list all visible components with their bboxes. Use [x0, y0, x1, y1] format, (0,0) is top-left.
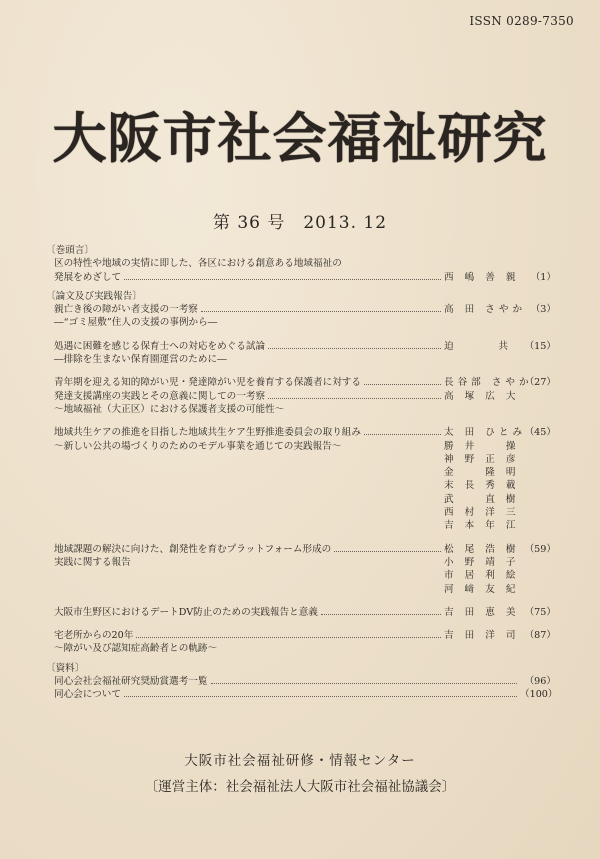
toc-entry: [46, 390, 556, 403]
article-title: 親亡き後の障がい者支援の一考察: [54, 304, 198, 316]
toc-line: [46, 257, 556, 270]
article-title: 実践に関する報告: [54, 556, 131, 568]
article-author: 金 隆 明: [444, 467, 520, 479]
author-line: [46, 453, 556, 466]
page-number: （27）: [524, 377, 556, 389]
article-subtitle: [46, 403, 556, 416]
toc-entry: [46, 340, 556, 353]
section-heading: 〔資料〕: [46, 662, 85, 674]
toc-entry: [46, 606, 556, 619]
article-author: 太 田 ひとみ: [444, 427, 527, 439]
page-number: （59）: [524, 543, 556, 555]
page-number: （1）: [530, 271, 556, 283]
article-author: 吉 本 年 江: [444, 520, 520, 532]
leader-dots: [124, 688, 517, 697]
leader-dots: [334, 543, 441, 552]
section-heading: 〔論文及び実践報告〕: [46, 290, 142, 302]
leader-dots: [124, 271, 441, 280]
toc-entry: [46, 688, 556, 701]
subtitle-text: ―“ゴミ屋敷”住人の支援の事例から―: [54, 317, 218, 329]
article-subtitle: [46, 353, 556, 366]
leader-dots: [321, 606, 441, 615]
toc-section-foreword: [46, 244, 556, 284]
article-author: 高 塚 広 大: [444, 390, 520, 402]
toc-entry: [46, 426, 556, 439]
author-line: [46, 479, 556, 492]
article-title: 大阪市生野区におけるデートDV防止のための実践報告と意義: [54, 606, 318, 618]
article-title: 発展をめざして: [54, 271, 122, 283]
page-number: （87）: [524, 630, 556, 642]
author-line: [46, 506, 556, 519]
article-title: 発達支援講座の実践とその意義に関しての一考察: [54, 390, 266, 402]
toc-section-papers: [46, 290, 556, 656]
author-line: [46, 583, 556, 596]
article-author: 末 長 秀 載: [444, 480, 520, 492]
leader-dots: [268, 390, 441, 399]
subtitle-text: ～障がい及び認知症高齢者との軌跡～: [54, 643, 218, 655]
page-number: （45）: [524, 427, 556, 439]
author-line: [46, 569, 556, 582]
journal-title: 大阪市社会福祉研究: [52, 107, 548, 170]
leader-dots: [211, 675, 518, 684]
article-author: 河 﨑 友 紀: [444, 583, 520, 595]
article-subtitle: [46, 642, 556, 655]
publisher-name: 大阪市社会福祉研修・情報センター: [184, 753, 416, 769]
article-author: 西 嶋 善 親: [444, 271, 520, 283]
toc-entry: [46, 556, 556, 569]
article-author: 小 野 靖 子: [444, 556, 520, 568]
toc-entry: [46, 303, 556, 316]
subtitle-text: ～新しい公共の場づくりのためのモデル事業を通じての実践報告～: [54, 440, 342, 452]
article-author: 市 居 利 絵: [444, 570, 520, 582]
article-subtitle: [46, 316, 556, 329]
issn-number: ISSN 0289-7350: [469, 14, 574, 28]
article-title: 地域共生ケアの推進を目指した地域共生ケア生野推進委員会の取り組み: [54, 427, 361, 439]
article-title: 地域課題の解決に向けた、創発性を育むプラットフォーム形成の: [54, 543, 332, 555]
page-number: （3）: [530, 304, 556, 316]
issue-number: 第 36 号 2013. 12: [212, 213, 388, 233]
page-number: （15）: [524, 340, 556, 352]
article-title: 同心会社会福祉研究奨励賞選考一覧: [54, 676, 208, 688]
article-author: 迫 共: [444, 340, 512, 352]
article-author: 神 野 正 彦: [444, 453, 520, 465]
leader-dots: [268, 340, 441, 349]
toc-entry: [46, 440, 556, 453]
publisher-operator: 〔運営主体：社会福祉法人大阪市社会福祉協議会〕: [144, 779, 456, 795]
leader-dots: [136, 629, 441, 638]
article-author: 西 村 洋 三: [444, 507, 520, 519]
leader-dots: [364, 376, 441, 385]
author-line: [46, 493, 556, 506]
article-title: 青年期を迎える知的障がい児・発達障がい児を養育する保護者に対する: [54, 377, 361, 389]
article-title: 処遇に困難を感じる保育士への対応をめぐる試論: [54, 340, 266, 352]
article-author: 武 直 樹: [444, 493, 520, 505]
toc-section-materials: [46, 662, 556, 702]
subtitle-text: ―排除を生まない保育園運営のために―: [54, 354, 227, 366]
page-number: （100）: [520, 689, 558, 701]
subtitle-text: ～地域福祉（大正区）における保護者支援の可能性～: [54, 403, 285, 415]
toc-entry: [46, 629, 556, 642]
article-title: 区の特性や地域の実情に即した、各区における創意ある地域福祉の: [54, 258, 342, 270]
leader-dots: [364, 426, 441, 435]
article-author: 松 尾 浩 樹: [444, 543, 520, 555]
author-line: [46, 519, 556, 532]
toc-entry: [46, 543, 556, 556]
article-author: 吉 田 洋 司: [444, 630, 520, 642]
article-author: 勝 井 操: [444, 440, 520, 452]
article-title: 同心会について: [54, 689, 121, 701]
article-author: 高 田 さやか: [444, 304, 527, 316]
toc-entry: [46, 271, 556, 284]
article-author: 吉 田 恵 美: [444, 606, 520, 618]
section-heading: 〔巻頭言〕: [46, 245, 94, 256]
article-author: 長谷部 さやか: [444, 377, 533, 389]
leader-dots: [201, 303, 441, 312]
page-number: （96）: [524, 676, 556, 688]
toc-entry: [46, 675, 556, 688]
toc-entry: [46, 376, 556, 389]
author-line: [46, 466, 556, 479]
table-of-contents: [46, 244, 556, 702]
page-number: （75）: [524, 606, 556, 618]
article-title: 宅老所からの20年: [54, 630, 134, 642]
